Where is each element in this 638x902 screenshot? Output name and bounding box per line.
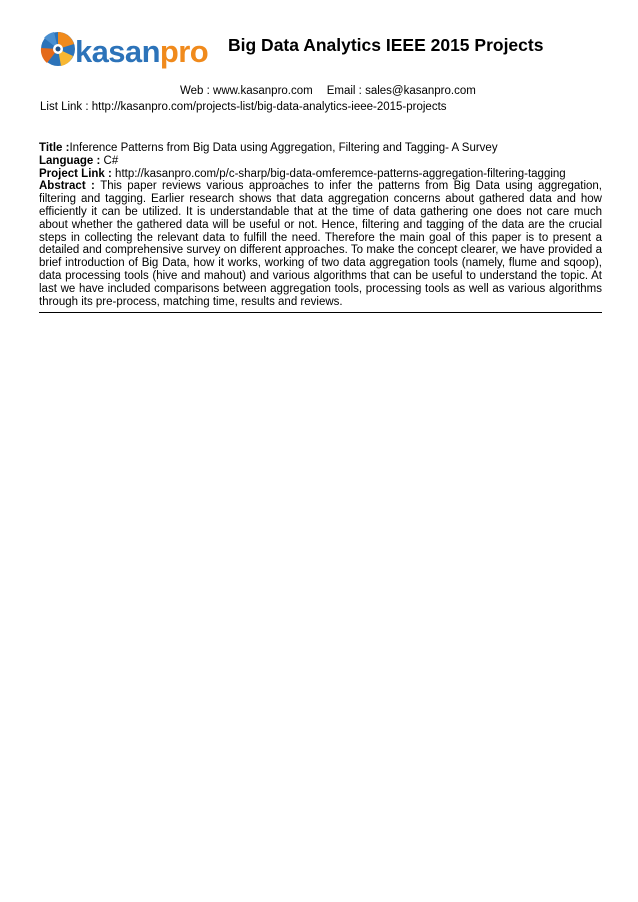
pinwheel-icon <box>41 32 75 66</box>
language-row <box>39 155 602 168</box>
list-link: List Link : http://kasanpro.com/projects-list/big-data-analytics-ieee-2015-projects <box>40 101 447 113</box>
title-label: Title : <box>39 142 70 154</box>
project-link-label: Project Link : <box>39 167 116 180</box>
language-label: Language : <box>39 154 104 167</box>
kasanpro-logo <box>38 28 208 72</box>
project-title: Inference Patterns from Big Data using Aggregation, Filtering and Tagging- A Survey <box>69 142 498 154</box>
project-link-row <box>39 168 602 181</box>
abstract-paragraph <box>39 180 602 313</box>
contact-line <box>180 85 476 97</box>
project-link: http://kasanpro.com/p/c-sharp/big-data-omferemce-patterns-aggregation-filtering-tagging <box>115 167 566 180</box>
email-address: Email : sales@kasanpro.com <box>326 85 476 97</box>
language-value: C# <box>103 154 119 167</box>
abstract-label: Abstract : <box>39 180 101 193</box>
page-title: Big Data Analytics IEEE 2015 Projects <box>228 35 544 55</box>
web-address: Web : www.kasanpro.com <box>180 85 313 97</box>
svg-text:kasanpro: kasanpro <box>75 34 208 69</box>
abstract-text: This paper reviews various approaches to infer the patterns from Big Data using aggregation, filtering and tagging. Earlier research shows that data aggregation concerns about gathered data and how efficiently it can be utilized. It is understandable that at the time of data gathering one does not care much about whether the gathered data will be useful or not. Hence, filtering and tagging of the data are the crucial steps in collecting the relevant data to fulfill the need. Therefore the main goal of this paper is to present a detailed and comprehensive survey on different approaches. To make the concept clearer, we have provided a brief introduction of Big Data, how it works, working of two data aggregation tools (namely, flume and sqoop), data processing tools (hive and mahout) and various algorithms that can be useful to understand the topic. At last we have included comparisons between aggregation tools, processing tools as well as various algorithms through its pre-process, matching time, results and reviews. <box>39 180 602 308</box>
project-title-row <box>39 142 602 155</box>
project-entry <box>39 142 602 313</box>
